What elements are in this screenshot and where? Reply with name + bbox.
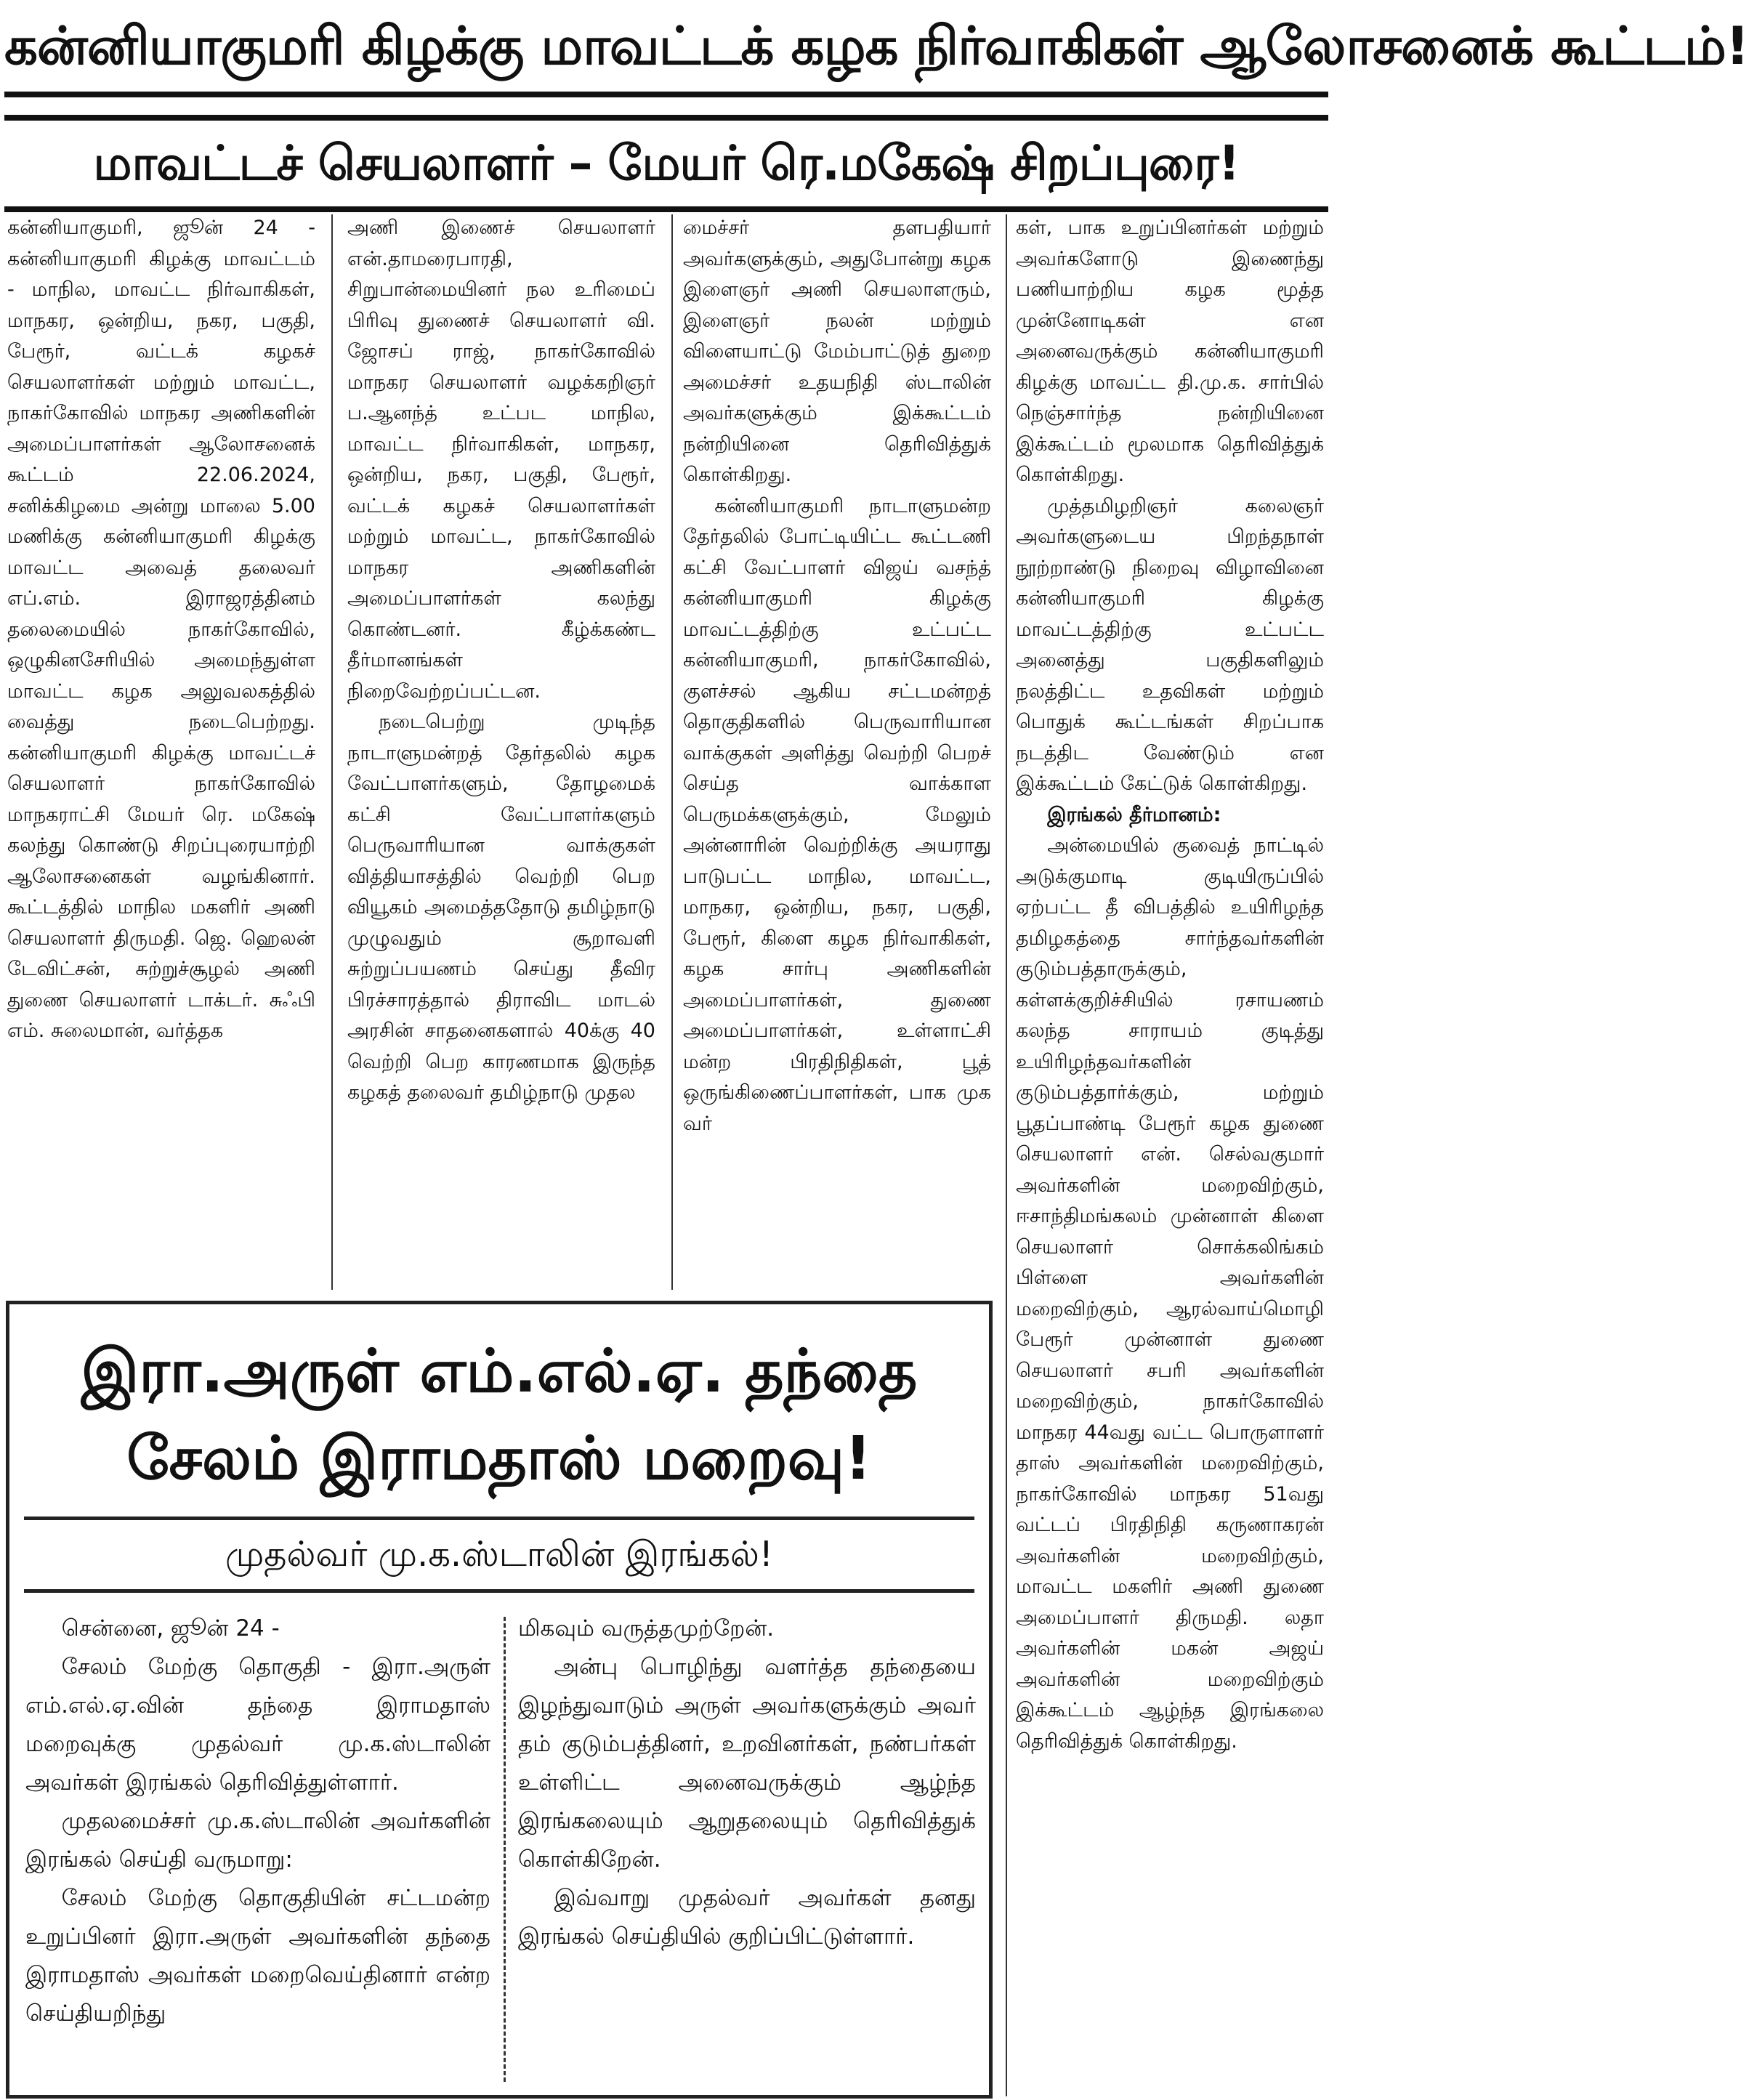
obituary-paragraph: சேலம் மேற்கு தொகுதியின் சட்டமன்ற உறுப்பினர் இரா.அருள் அவர்களின் தந்தை இராமதாஸ் அவர்கள் மறைவெய்தினார் என்ற செய்தியறிந்து xyxy=(25,1885,490,2027)
headline: கன்னியாகுமரி கிழக்கு மாவட்டக் கழக நிர்வாகிகள் ஆலோசனைக் கூட்டம்! xyxy=(4,15,1749,76)
article-column-2 xyxy=(347,213,655,1292)
rule-under-headline xyxy=(4,92,1328,97)
obituary-column-1 xyxy=(25,1610,490,2075)
column-divider xyxy=(1006,214,1007,2096)
article-paragraph: மைச்சர் தளபதியார் அவர்களுக்கும், அதுபோன்று கழக இளைஞர் அணி செயலாளரும், இளைஞர் நலன் மற்றும் விளையாட்டு மேம்பாட்டுத் துறை அமைச்சர் உதயநிதி ஸ்டாலின் அவர்களுக்கும் இக்கூட்டம் நன்றியினை தெரிவித்துக் கொள்கிறது. xyxy=(683,217,991,486)
article-paragraph: கன்னியாகுமரி நாடாளுமன்ற தேர்தலில் போட்டியிட்ட கூட்டணி கட்சி வேட்பாளர் விஜய் வசந்த் கன்னியாகுமரி கிழக்கு மாவட்டத்திற்கு உட்பட்ட கன்னியாகுமரி, நாகர்கோவில், குளச்சல் ஆகிய சட்டமன்றத் தொகுதிகளில் பெருவாரியான வாக்குகள் அளித்து வெற்றி பெறச் செய்த வாக்காள பெருமக்களுக்கும், மேலும் அன்னாரின் வெற்றிக்கு அயராது பாடுபட்ட மாநில, மாவட்ட, மாநகர, ஒன்றிய, நகர, பகுதி, பேரூர், கிளை கழக நிர்வாகிகள், கழக சார்பு அணிகளின் அமைப்பாளர்கள், துணை அமைப்பாளர்கள், உள்ளாட்சி மன்ற பிரதிநிதிகள், பூத் ஒருங்கிணைப்பாளர்கள், பாக முக வர் xyxy=(683,494,991,1135)
obituary-paragraph: முதலமைச்சர் மு.க.ஸ்டாலின் அவர்களின் இரங்கல் செய்தி வருமாறு: xyxy=(25,1808,490,1873)
article-paragraph: அணி இணைச் செயலாளர் என்.தாமரைபாரதி, சிறுபான்மையினர் நல உரிமைப் பிரிவு துணைச் செயலாளர் வி. ஜோசப் ராஜ், நாகர்கோவில் மாநகர செயலாளர் வழக்கறிஞர் ப.ஆனந்த் உட்பட மாநில, மாவட்ட நிர்வாகிகள், மாநகர, ஒன்றிய, நகர, பகுதி, பேரூர், வட்டக் கழகச் செயலாளர்கள் மற்றும் மாவட்ட, நாகர்கோவில் மாநகர அணிகளின் அமைப்பாளர்கள் கலந்து கொண்டனர். கீழ்க்கண்ட தீர்மானங்கள் நிறைவேற்றப்பட்டன. xyxy=(347,217,655,703)
article-column-3 xyxy=(683,213,991,1254)
obituary-rule-bottom xyxy=(24,1589,974,1593)
subheadline: மாவட்டச் செயலாளர் – மேயர் ரெ.மகேஷ் சிறப்புரை! xyxy=(93,135,1240,191)
article-paragraph: நடைபெற்று முடிந்த நாடாளுமன்றத் தேர்தலில் கழக வேட்பாளர்களும், தோழமைக் கட்சி வேட்பாளர்களும் பெருவாரியான வாக்குகள் வித்தியாசத்தில் வெற்றி பெற வியூகம் அமைத்ததோடு தமிழ்நாடு முழுவதும் சூறாவளி சுற்றுப்பயணம் செய்து தீவிர பிரச்சாரத்தால் திராவிட மாடல் அரசின் சாதனைகளால் 40க்கு 40 வெற்றி பெற காரணமாக இருந்த கழகத் தலைவர் தமிழ்நாடு முதல xyxy=(347,711,655,1104)
obituary-paragraph: சேலம் மேற்கு தொகுதி - இரா.அருள் எம்.எல்.ஏ.வின் தந்தை இராமதாஸ் மறைவுக்கு முதல்வர் மு.க.ஸ்டாலின் அவர்கள் இரங்கல் தெரிவித்துள்ளார். xyxy=(25,1654,490,1796)
rule-above-subheadline xyxy=(4,115,1328,121)
article-paragraph: கன்னியாகுமரி, ஜூன் 24 - கன்னியாகுமரி கிழக்கு மாவட்டம் - மாநில, மாவட்ட நிர்வாகிகள், மாநகர, ஒன்றிய, நகர, பகுதி, பேரூர், வட்டக் கழகச் செயலாளர்கள் மற்றும் மாவட்ட, நாகர்கோவில் மாநகர அணிகளின் அமைப்பாளர்கள் ஆலோசனைக் கூட்டம் 22.06.2024, சனிக்கிழமை அன்று மாலை 5.00 மணிக்கு கன்னியாகுமரி கிழக்கு மாவட்ட அவைத் தலைவர் எப்.எம். இராஜரத்தினம் தலைமையில் நாகர்கோவில், ஒழுகினசேரியில் அமைந்துள்ள மாவட்ட கழக அலுவலகத்தில் வைத்து நடைபெற்றது. கன்னியாகுமரி கிழக்கு மாவட்டச் செயலாளர் நாகர்கோவில் மாநகராட்சி மேயர் ரெ. மகேஷ் கலந்து கொண்டு சிறப்புரையாற்றி ஆலோசனைகள் வழங்கினார். கூட்டத்தில் மாநில மகளிர் அணி செயலாளர் திருமதி. ஜெ. ஹெலன் டேவிட்சன், சுற்றுச்சூழல் அணி துணை செயலாளர் டாக்டர். சுஃபி எம். சுலைமான், வர்த்தக xyxy=(7,217,315,1042)
obituary-title-line-1: இரா.அருள் எம்.எல்.ஏ. தந்தை xyxy=(81,1337,918,1406)
obituary-subtitle: முதல்வர் மு.க.ஸ்டாலின் இரங்கல்! xyxy=(225,1534,774,1575)
obituary-paragraph: அன்பு பொழிந்து வளர்த்த தந்தையை இழந்துவாடும் அருள் அவர்களுக்கும் அவர் தம் குடும்பத்தினர், உறவினர்கள், நண்பர்கள் உள்ளிட்ட அனைவருக்கும் ஆழ்ந்த இரங்கலையும் ஆறுதலையும் தெரிவித்துக் கொள்கிறேன். xyxy=(518,1654,976,1873)
rule-under-subheadline xyxy=(4,206,1328,212)
condolence-paragraph: அன்மையில் குவைத் நாட்டில் அடுக்குமாடி குடியிருப்பில் ஏற்பட்ட தீ விபத்தில் உயிரிழந்த தமிழகத்தை சார்ந்தவர்களின் குடும்பத்தாருக்கும், கள்ளக்குறிச்சியில் ரசாயணம் கலந்த சாராயம் குடித்து உயிரிழந்தவர்களின் குடும்பத்தார்க்கும், மற்றும் பூதப்பாண்டி பேரூர் கழக துணை செயலாளர் என். செல்வகுமார் அவர்களின் மறைவிற்கும், ஈசாந்திமங்கலம் முன்னாள் கிளை செயலாளர் சொக்கலிங்கம் பிள்ளை அவர்களின் மறைவிற்கும், ஆரல்வாய்மொழி பேரூர் முன்னாள் துணை செயலாளர் சபரி அவர்களின் மறைவிற்கும், நாகர்கோவில் மாநகர 44வது வட்ட பொருளாளர் தாஸ் அவர்களின் மறைவிற்கும், நாகர்கோவில் மாநகர 51வது வட்டப் பிரதிநிதி கருணாகரன் அவர்களின் மறைவிற்கும், மாவட்ட மகளிர் அணி துணை அமைப்பாளர் திருமதி. லதா அவர்களின் மகன் அஜய் அவர்களின் மறைவிற்கும் இக்கூட்டம் ஆழ்ந்த இரங்கலை தெரிவித்துக் கொள்கிறது. xyxy=(1016,834,1324,1753)
condolence-heading: இரங்கல் தீர்மானம்: xyxy=(1047,803,1221,826)
column-divider xyxy=(331,214,333,1290)
obituary-column-2 xyxy=(518,1610,976,2075)
article-column-4 xyxy=(1016,213,1324,2095)
article-paragraph: முத்தமிழறிஞர் கலைஞர் அவர்களுடைய பிறந்தநாள் நூற்றாண்டு நிறைவு விழாவினை கன்னியாகுமரி கிழக்கு மாவட்டத்திற்கு உட்பட்ட அனைத்து பகுதிகளிலும் நலத்திட்ட உதவிகள் மற்றும் பொதுக் கூட்டங்கள் சிறப்பாக நடத்திட வேண்டும் என இக்கூட்டம் கேட்டுக் கொள்கிறது. xyxy=(1016,494,1324,795)
obituary-paragraph: இவ்வாறு முதல்வர் அவர்கள் தனது இரங்கல் செய்தியில் குறிப்பிட்டுள்ளார். xyxy=(518,1885,976,1950)
obituary-box xyxy=(6,1301,993,2099)
obituary-column-divider xyxy=(504,1617,506,2082)
obituary-rule-top xyxy=(24,1517,974,1520)
column-divider xyxy=(671,214,673,1290)
obituary-dateline: சென்னை, ஜூன் 24 - xyxy=(61,1615,280,1641)
obituary-paragraph: மிகவும் வருத்தமுற்றேன். xyxy=(518,1615,775,1641)
article-paragraph: கள், பாக உறுப்பினர்கள் மற்றும் அவர்களோடு இணைந்து பணியாற்றிய கழக மூத்த முன்னோடிகள் என அனைவருக்கும் கன்னியாகுமரி கிழக்கு மாவட்ட தி.மு.க. சார்பில் நெஞ்சார்ந்த நன்றியினை இக்கூட்டம் மூலமாக தெரிவித்துக் கொள்கிறது. xyxy=(1016,217,1324,486)
obituary-title-line-2: சேலம் இராமதாஸ் மறைவு! xyxy=(126,1424,872,1493)
article-column-1 xyxy=(7,213,315,1292)
